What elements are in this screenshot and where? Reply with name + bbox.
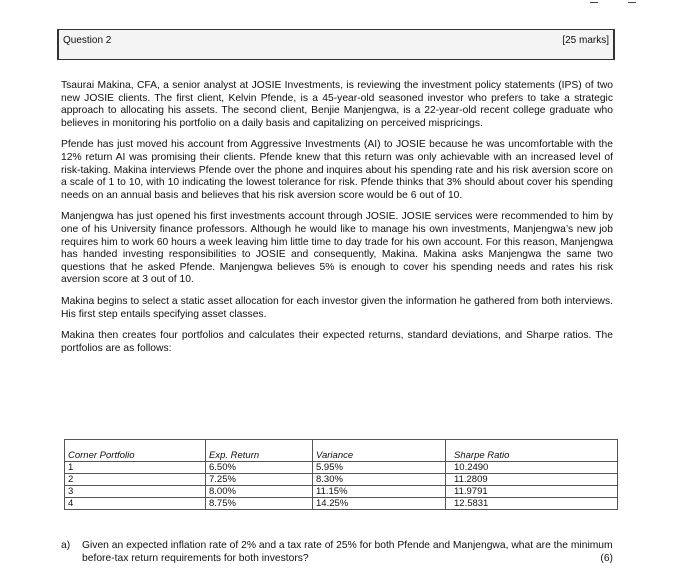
table-row	[65, 462, 618, 474]
header-variance: Variance	[313, 440, 446, 462]
paragraph-intro: Tsaurai Makina, CFA, a senior analyst at JOSIE Investments, is reviewing the investment policy statements (IPS) of two new JOSIE clients. The first client, Kelvin Pfende, is a 45-year-old seasoned investor who prefers to take a strategic approach to allocating his assets. The second client, Benjie Manjengwa, is a 22-year-old recent college graduate who believes in monitoring his portfolio on a daily basis and capitalizing on perceived mispricings.	[61, 80, 613, 129]
cell-sharpe: 11.9791	[446, 486, 618, 498]
paragraph-pfende: Pfende has just moved his account from Aggressive Investments (AI) to JOSIE because he was uncomfortable with the 12% return AI was promising their clients. Pfende knew that this return was only achievable with an increased level of risk-taking. Makina interviews Pfende over the phone and inquires about his spending rate and his risk aversion score on a scale of 1 to 10, with 10 indicating the lowest tolerance for risk. Pfende thinks that 3% should about cover his spending needs on an annual basis and believes that his risk aversion score would be 6 out of 10.	[61, 139, 613, 201]
sub-question-text: Given an expected inflation rate of 2% and a tax rate of 25% for both Pfende and Manjengwa, what are the minimum before-tax return requirements for both investors?	[82, 540, 613, 564]
table-row	[65, 486, 618, 498]
cell-exp-return: 6.50%	[206, 462, 313, 474]
cell-portfolio: 1	[65, 462, 206, 474]
sub-question-a	[61, 540, 613, 565]
corner-portfolio-table	[64, 439, 618, 510]
cell-exp-return: 8.00%	[206, 486, 313, 498]
table-row	[65, 498, 618, 510]
sub-question-label: a)	[61, 540, 71, 551]
cell-variance: 11.15%	[313, 486, 446, 498]
cell-variance: 14.25%	[313, 498, 446, 510]
question-title: Question 2	[63, 35, 112, 46]
paragraph-manjengwa: Manjengwa has just opened his first investments account through JOSIE. JOSIE services were recommended to him by one of his University finance professors. Although he would like to manage his own investments, Manjengwa’s new job requires him to work 60 hours a week leaving him little time to day trade for his own account. For this reason, Manjengwa has handed investing responsibilities to JOSIE and consequently, Makina. Makina asks Manjengwa the same two questions that he asked Pfende. Manjengwa believes 5% is enough to cover his spending needs and rates his risk aversion score at 3 out of 10.	[61, 211, 613, 286]
cell-sharpe: 12.5831	[446, 498, 618, 510]
header-corner-portfolio: Corner Portfolio	[65, 440, 206, 462]
paragraph-asset-allocation: Makina begins to select a static asset allocation for each investor given the information he gathered from both interviews. His first step entails specifying asset classes.	[61, 295, 613, 320]
cell-variance: 5.95%	[313, 462, 446, 474]
question-marks: [25 marks]	[562, 35, 609, 46]
cell-sharpe: 10.2490	[446, 462, 618, 474]
page-corner-marks	[590, 0, 660, 6]
question-header-box	[57, 29, 615, 60]
cell-exp-return: 7.25%	[206, 474, 313, 486]
header-exp-return: Exp. Return	[206, 440, 313, 462]
table-row	[65, 474, 618, 486]
sub-question-points: (6)	[600, 552, 613, 564]
cell-portfolio: 2	[65, 474, 206, 486]
table-header-row	[65, 440, 618, 462]
cell-variance: 8.30%	[313, 474, 446, 486]
question-body	[61, 80, 613, 364]
paragraph-portfolios: Makina then creates four portfolios and calculates their expected returns, standard deviations, and Sharpe ratios. The portfolios are as follows:	[61, 330, 613, 354]
cell-portfolio: 3	[65, 486, 206, 498]
cell-exp-return: 8.75%	[206, 498, 313, 510]
cell-portfolio: 4	[65, 498, 206, 510]
cell-sharpe: 11.2809	[446, 474, 618, 486]
header-sharpe-ratio: Sharpe Ratio	[446, 440, 618, 462]
